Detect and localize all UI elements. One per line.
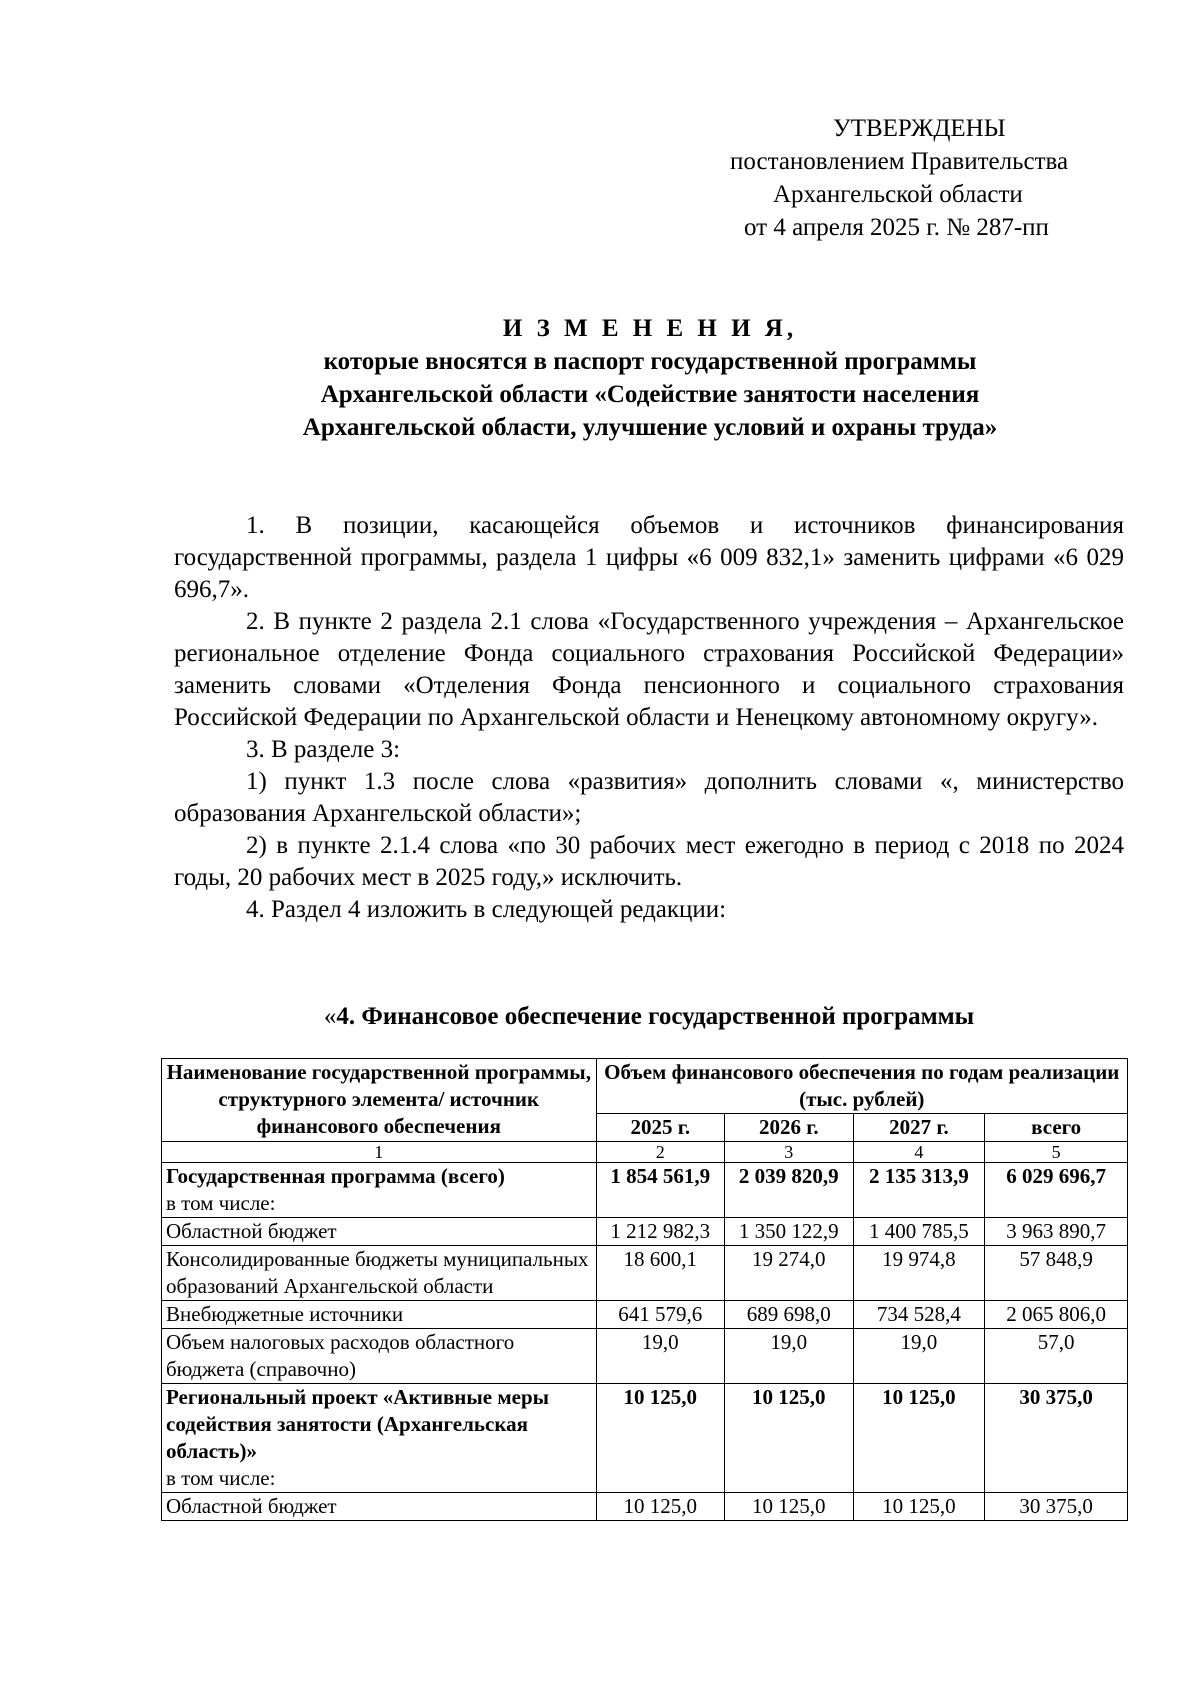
index-cell: 3: [725, 1142, 854, 1163]
value-cell-v2026: 1 350 122,9: [725, 1218, 854, 1246]
financing-table-body: [162, 1059, 1128, 1521]
approval-block: [700, 112, 1180, 244]
row-name: Региональный проект «Активные меры содействия занятости (Архангельская область)»: [166, 1385, 550, 1463]
table-row: [162, 1301, 1128, 1329]
value-cell-v2027: 19,0: [853, 1329, 985, 1384]
title-main: И З М Е Н Е Н И Я,: [502, 315, 798, 342]
row-name-cell: [162, 1246, 597, 1301]
table-row: [162, 1163, 1128, 1218]
row-name: Консолидированные бюджеты муниципальных образований Архангельской области: [166, 1247, 589, 1298]
index-cell: 5: [985, 1142, 1128, 1163]
table-row: [162, 1384, 1128, 1493]
value-cell-v2027: 2 135 313,9: [853, 1163, 985, 1218]
value-cell-v2025: 10 125,0: [596, 1493, 725, 1521]
value-cell-v2027: 19 974,8: [853, 1246, 985, 1301]
row-name-cell: [162, 1329, 597, 1384]
row-name: Внебюджетные источники: [166, 1302, 404, 1326]
header-volume-cell: Объем финансового обеспечения по годам реализации (тыс. рублей): [596, 1059, 1127, 1114]
value-cell-total: 57,0: [985, 1329, 1128, 1384]
paragraph-3-2: 2) в пункте 2.1.4 слова «по 30 рабочих мест ежегодно в период с 2018 по 2024 годы, 20 рабочих мест в 2025 году,» исключить.: [174, 832, 1124, 891]
value-cell-v2027: 1 400 785,5: [853, 1218, 985, 1246]
value-cell-v2025: 641 579,6: [596, 1301, 725, 1329]
title-line-3: Архангельской области, улучшение условий и охраны труда»: [302, 414, 998, 441]
table-row: [162, 1329, 1128, 1384]
document-title: [170, 312, 1130, 444]
paragraph-4: 4. Раздел 4 изложить в следующей редакции:: [246, 896, 727, 923]
row-name-cell: [162, 1493, 597, 1521]
header-name-cell: Наименование государственной программы, структурного элемента/ источник финансового обеспечения: [162, 1059, 597, 1142]
row-name: Областной бюджет: [166, 1494, 337, 1518]
table-row: [162, 1493, 1128, 1521]
header-2027: 2027 г.: [853, 1114, 985, 1142]
value-cell-v2025: 10 125,0: [596, 1384, 725, 1493]
value-cell-v2026: 19 274,0: [725, 1246, 854, 1301]
value-cell-total: 3 963 890,7: [985, 1218, 1128, 1246]
value-cell-v2025: 18 600,1: [596, 1246, 725, 1301]
row-name: Областной бюджет: [166, 1219, 337, 1243]
row-name: Государственная программа (всего): [166, 1164, 505, 1188]
header-total: всего: [985, 1114, 1128, 1142]
title-line-2: Архангельской области «Содействие занятости населения: [320, 381, 980, 408]
value-cell-v2026: 10 125,0: [725, 1493, 854, 1521]
value-cell-total: 6 029 696,7: [985, 1163, 1128, 1218]
approval-heading: УТВЕРЖДЕНЫ: [833, 115, 1006, 142]
value-cell-total: 57 848,9: [985, 1246, 1128, 1301]
row-subnote: в том числе:: [166, 1191, 276, 1215]
paragraph-1: 1. В позиции, касающейся объемов и источников финансирования государственной программы, раздела 1 цифры «6 009 832,1» заменить цифрами «6 029 696,7».: [174, 512, 1124, 603]
value-cell-v2026: 10 125,0: [725, 1384, 854, 1493]
section-title-text: 4. Финансовое обеспечение государственной программы: [336, 1003, 975, 1030]
row-name-cell: [162, 1301, 597, 1329]
section-title: [174, 1000, 1124, 1033]
value-cell-v2027: 10 125,0: [853, 1493, 985, 1521]
value-cell-v2025: 1 854 561,9: [596, 1163, 725, 1218]
title-line-1: которые вносятся в паспорт государственной программы: [323, 348, 977, 375]
value-cell-total: 2 065 806,0: [985, 1301, 1128, 1329]
row-name-cell: [162, 1384, 597, 1493]
paragraph-3-1: 1) пункт 1.3 после слова «развития» дополнить словами «, министерство образования Архангельской области»;: [174, 768, 1124, 827]
row-name-cell: [162, 1163, 597, 1218]
table-header-row: [162, 1059, 1128, 1114]
table-index-row: [162, 1142, 1128, 1163]
value-cell-total: 30 375,0: [985, 1493, 1128, 1521]
row-subnote: в том числе:: [166, 1466, 276, 1490]
approval-line-1: постановлением Правительства: [730, 148, 1069, 175]
table-row: [162, 1218, 1128, 1246]
row-name-cell: [162, 1218, 597, 1246]
index-cell: 2: [596, 1142, 725, 1163]
index-cell: 4: [853, 1142, 985, 1163]
section-title-quote: «: [323, 1003, 337, 1030]
value-cell-v2025: 19,0: [596, 1329, 725, 1384]
approval-line-2: Архангельской области: [773, 181, 1023, 208]
paragraph-3: 3. В разделе 3:: [246, 736, 401, 763]
table-row: [162, 1246, 1128, 1301]
paragraph-2: 2. В пункте 2 раздела 2.1 слова «Государственного учреждения – Архангельское региональное отделение Фонда социального страхования Российской Федерации» заменить словами «Отделения Фонда пенсионного и социального страхования Российской Федерации по Архангельской области и Ненецкому автономному округу».: [174, 608, 1124, 731]
header-2025: 2025 г.: [596, 1114, 725, 1142]
value-cell-v2027: 734 528,4: [853, 1301, 985, 1329]
header-2026: 2026 г.: [725, 1114, 854, 1142]
document-body: [174, 510, 1124, 926]
financing-table: [161, 1058, 1128, 1521]
value-cell-v2026: 2 039 820,9: [725, 1163, 854, 1218]
value-cell-v2025: 1 212 982,3: [596, 1218, 725, 1246]
index-cell: 1: [162, 1142, 597, 1163]
row-name: Объем налоговых расходов областного бюджета (справочно): [166, 1330, 515, 1381]
approval-line-3: от 4 апреля 2025 г. № 287-пп: [744, 214, 1049, 241]
value-cell-v2026: 19,0: [725, 1329, 854, 1384]
value-cell-total: 30 375,0: [985, 1384, 1128, 1493]
value-cell-v2026: 689 698,0: [725, 1301, 854, 1329]
value-cell-v2027: 10 125,0: [853, 1384, 985, 1493]
